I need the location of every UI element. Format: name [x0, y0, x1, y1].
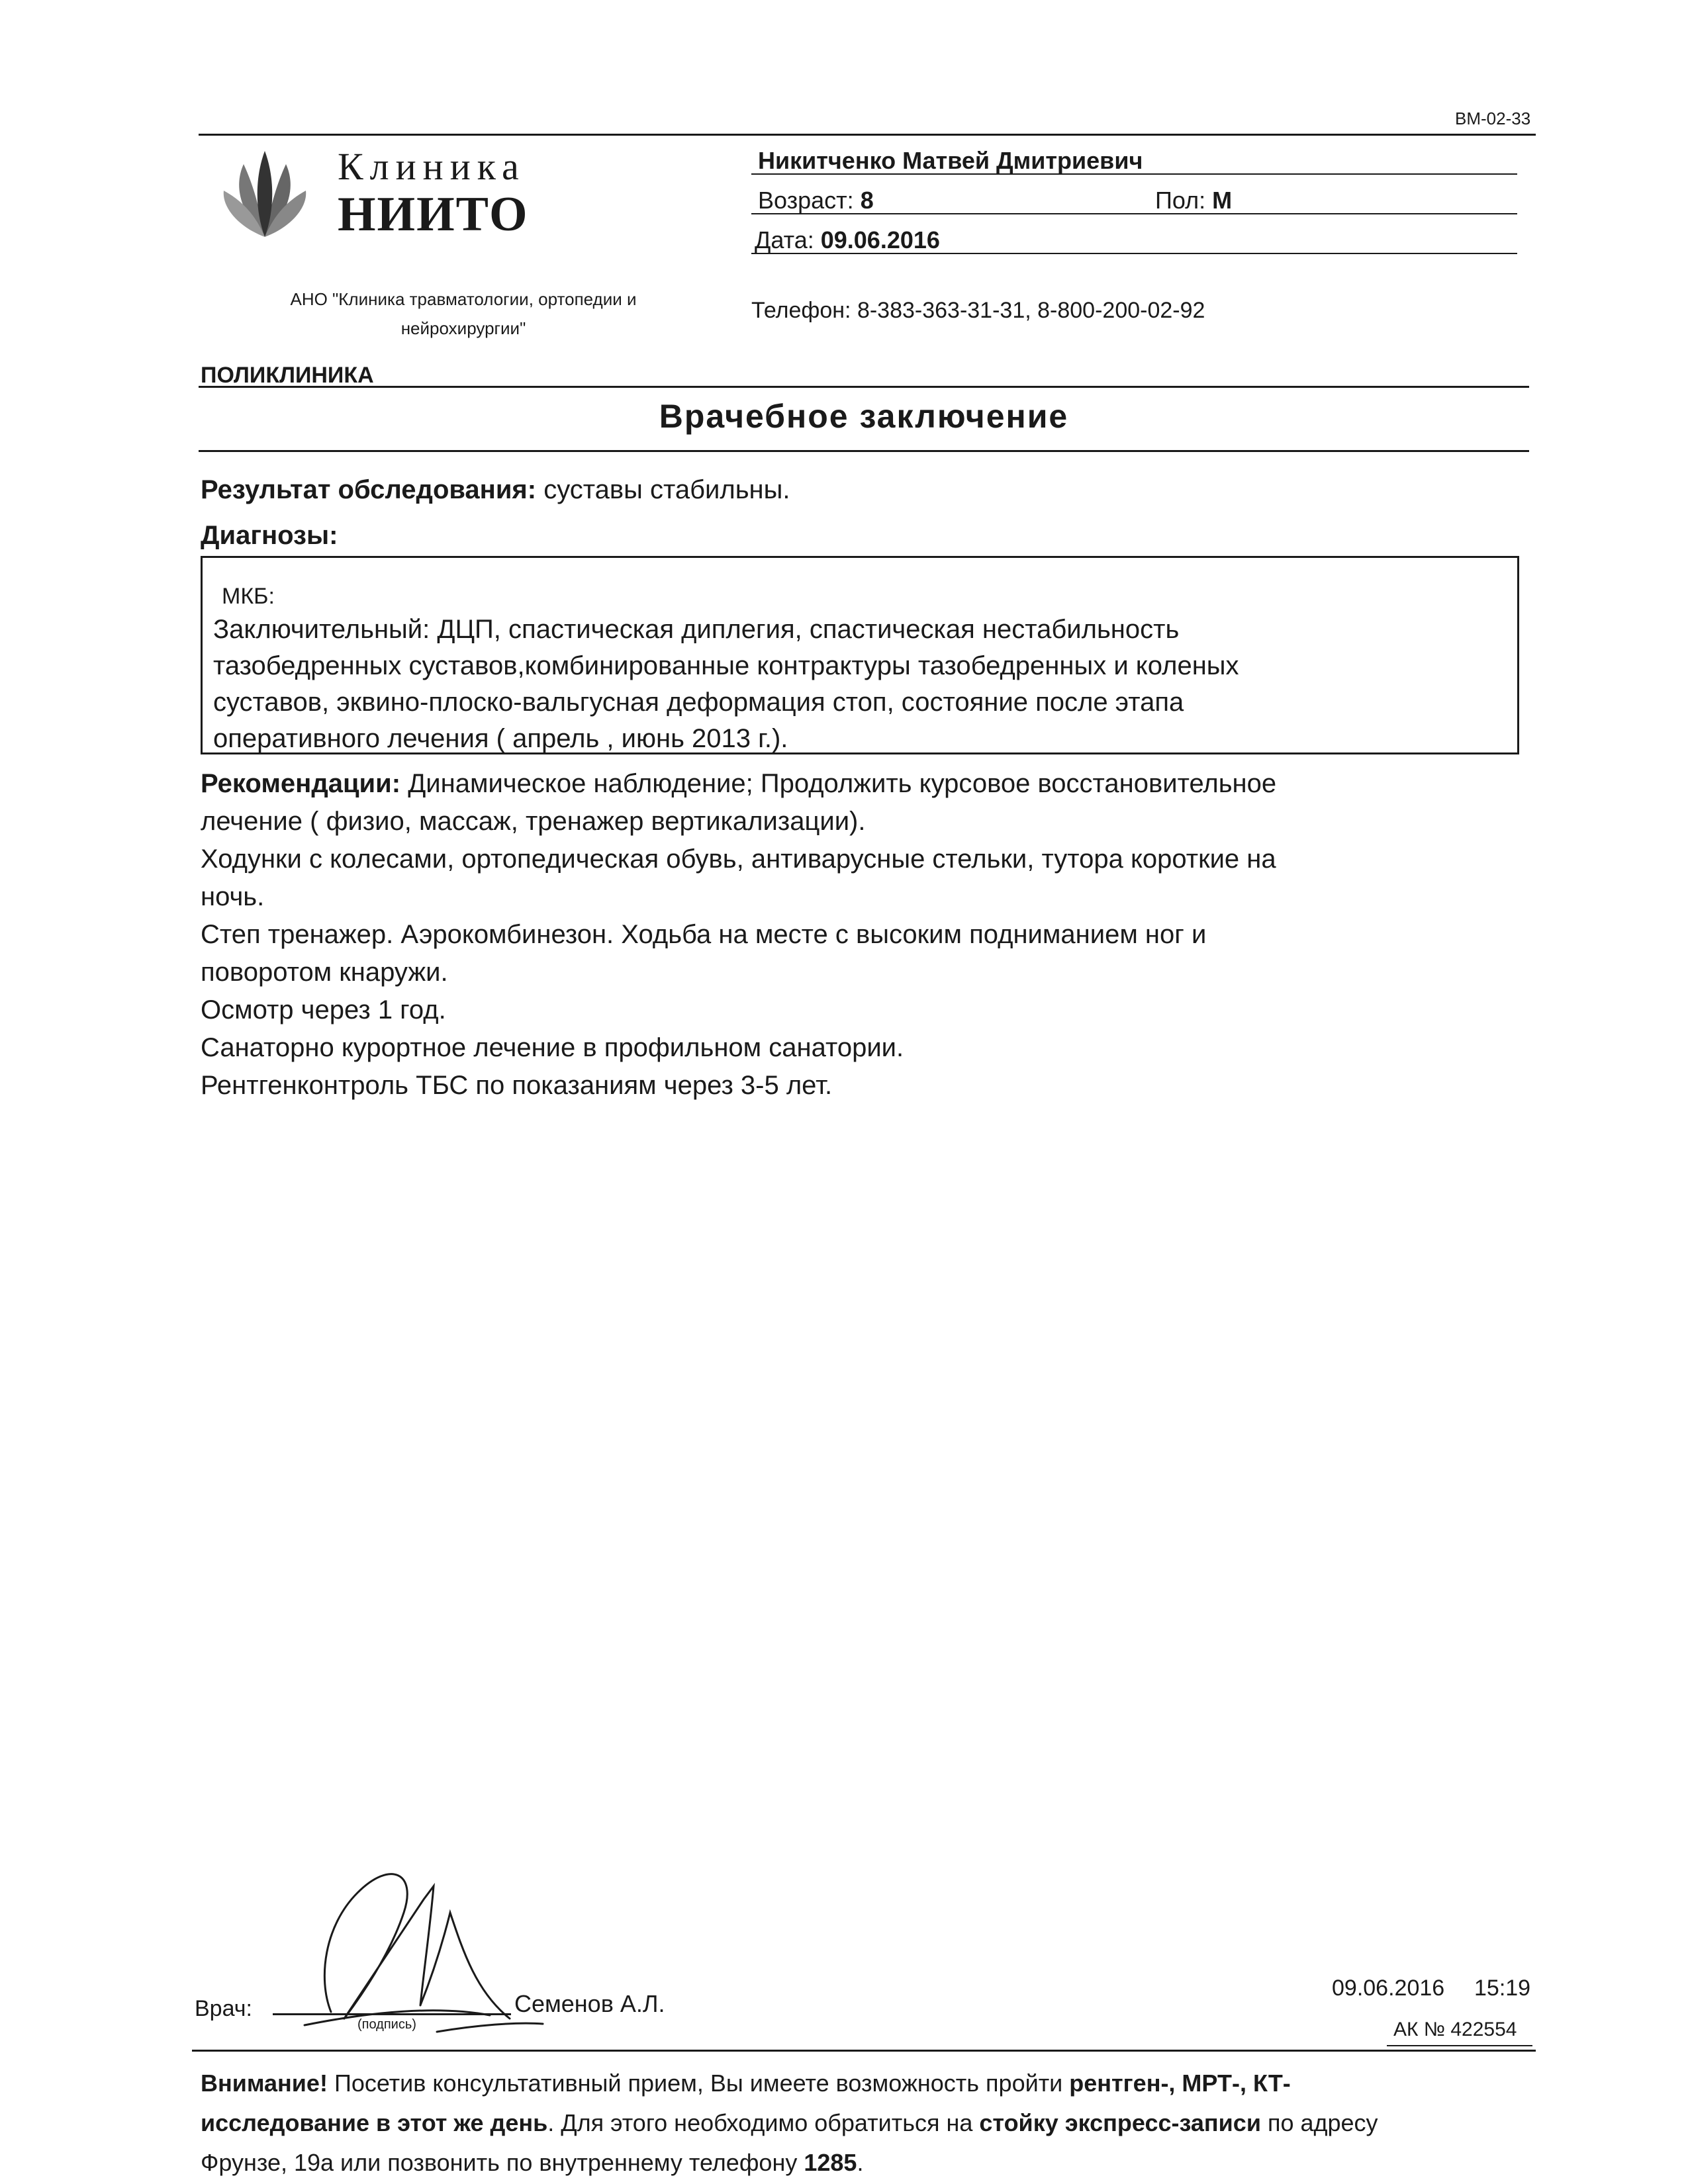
patient-name-rule — [751, 173, 1517, 175]
title-rule — [199, 450, 1529, 452]
clinic-word: Клиника — [338, 145, 526, 188]
clinic-name: НИИТО — [338, 187, 529, 242]
flower-logo-icon — [218, 144, 311, 244]
age-rule — [751, 213, 1517, 214]
patient-date-row — [755, 226, 940, 254]
notice-bold: рентген-, МРТ-, КТ- исследование в этот же день — [201, 2070, 1291, 2136]
print-time: 15:19 — [1474, 1976, 1531, 2001]
recommendation-item: Степ тренажер. Аэрокомбинезон. Ходьба на месте с высоким подниманием ног и поворотом кнаружи. — [201, 920, 1207, 987]
doctor-name: Семенов А.Л. — [514, 1990, 665, 2017]
department-label: ПОЛИКЛИНИКА — [201, 363, 374, 388]
signature-caption: (подпись) — [357, 2017, 416, 2032]
diagnoses-label: Диагнозы: — [201, 521, 338, 550]
notice-part: . — [857, 2149, 864, 2176]
age-label: Возраст: — [758, 187, 854, 214]
footer-rule — [192, 2050, 1536, 2052]
recommendation-first — [201, 765, 1524, 841]
date-rule — [751, 253, 1517, 254]
recommendation-item: Санаторно курортное лечение в профильном санатории. — [201, 1033, 904, 1062]
print-date: 09.06.2016 — [1332, 1976, 1445, 2001]
recommendation-item: Рентгенконтроль ТБС по показаниям через 3-5 лет. — [201, 1071, 833, 1100]
recommendations-label: Рекомендации: — [201, 769, 401, 798]
department-rule — [199, 386, 1529, 388]
notice-part: Посетив консультативный прием, Вы имеете возможность пройти — [327, 2070, 1070, 2097]
notice-attention: Внимание! — [201, 2070, 328, 2097]
doctor-label: Врач: — [195, 1996, 252, 2021]
age-value: 8 — [860, 187, 874, 214]
date-label: Дата: — [755, 226, 814, 253]
notice-part: по адресу Фрунзе, 19а или позвонить по внутреннему телефону — [201, 2109, 1378, 2176]
date-value: 09.06.2016 — [820, 226, 940, 253]
organization-full-name: АНО "Клиника травматологии, ортопедии и нейрохирургии" — [290, 289, 637, 338]
patient-age-row — [758, 187, 874, 214]
patient-name: Никитченко Матвей Дмитриевич — [758, 147, 1143, 174]
header-top-rule — [199, 134, 1536, 136]
patient-sex-row — [1155, 187, 1232, 214]
form-code: ВМ-02-33 — [1455, 109, 1531, 128]
ak-rule — [1387, 2045, 1532, 2046]
recommendation-item: Осмотр через 1 год. — [201, 995, 446, 1024]
document-title: Врачебное заключение — [659, 398, 1069, 435]
notice-part: . Для этого необходимо обратиться на — [547, 2109, 980, 2136]
notice-phone: 1285 — [804, 2149, 857, 2176]
sex-label: Пол: — [1155, 187, 1206, 214]
recommendation-item: Ходунки с колесами, ортопедическая обувь, антиварусные стельки, тутора короткие на ночь. — [201, 844, 1276, 911]
result-label: Результат обследования: — [201, 475, 537, 504]
signature-line — [273, 2013, 511, 2015]
notice-bold: стойку экспресс-записи — [979, 2109, 1261, 2136]
diagnosis-text: Заключительный: ДЦП, спастическая диплегия, спастическая нестабильность тазобедренных суставов,комбинированные контрактуры тазобедренных и коленых суставов, эквино-плоско-вальгусная деформация стоп, состояние после этапа оперативного лечения ( апрель , июнь 2013 г.). — [213, 615, 1239, 753]
result-text: суставы стабильны. — [543, 475, 790, 504]
ak-number: АК № 422554 — [1393, 2019, 1517, 2040]
exam-result — [201, 475, 790, 505]
recommendation-text: Динамическое наблюдение; Продолжить курсовое восстановительное лечение ( физио, массаж, тренажер вертикализации). — [201, 769, 1277, 836]
recommendations — [201, 765, 1524, 1105]
clinic-phone: Телефон: 8-383-363-31-31, 8-800-200-02-92 — [751, 298, 1205, 323]
sex-value: М — [1212, 187, 1233, 214]
mkb-label: МКБ: — [222, 584, 275, 609]
notice-text — [201, 2064, 1392, 2183]
